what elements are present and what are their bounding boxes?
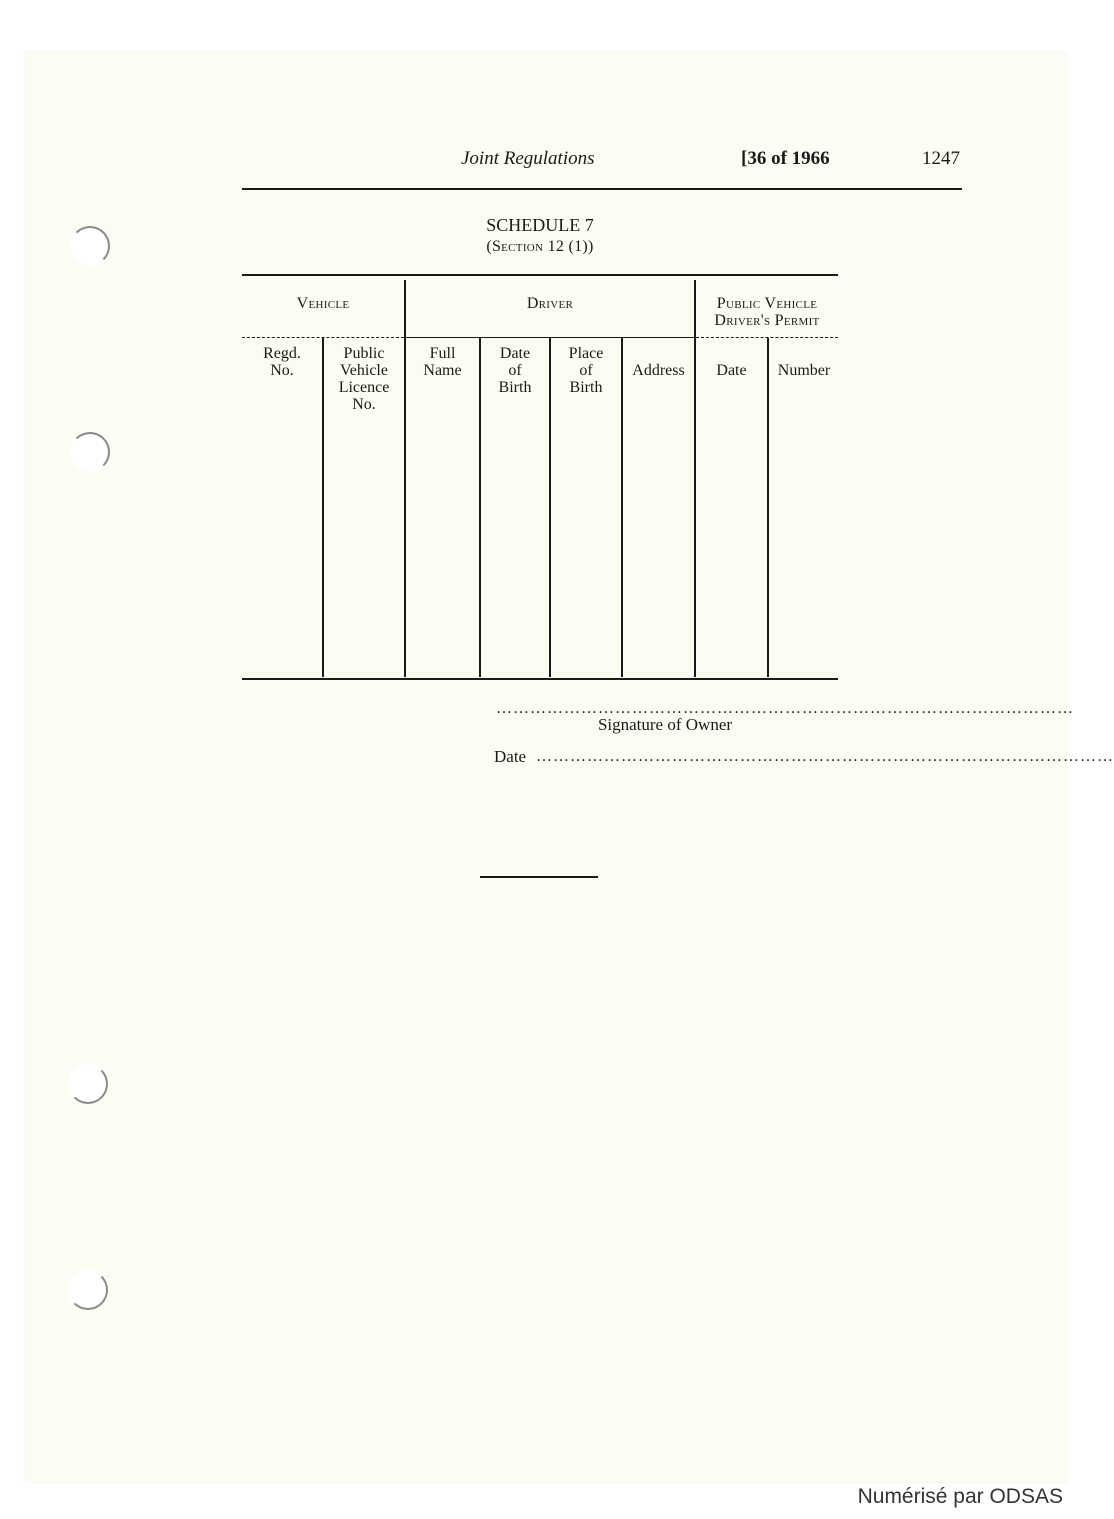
group-heading-permit: Driver's Permit: [714, 312, 820, 329]
date-label: Date: [494, 747, 527, 766]
column-permit-number: Number: [777, 362, 831, 379]
document-page: [26, 52, 1114, 1482]
column-regd-no: Regd. No.: [263, 345, 301, 379]
table-top-rule: [242, 274, 838, 276]
column-date-of-birth: Date of Birth: [498, 345, 532, 396]
group-heading-driver: Driver: [526, 295, 574, 312]
signature-label: Signature of Owner: [597, 715, 733, 734]
table-divider: [621, 338, 623, 677]
signature-line: …………………………………………………………………………………………: [496, 700, 1074, 717]
schedule-title: SCHEDULE 7: [486, 215, 594, 235]
subheader-rule: [696, 337, 838, 338]
column-licence-no: Public Vehicle Licence No.: [338, 345, 390, 413]
act-reference: [36 of 1966: [741, 148, 830, 169]
header-rule: [242, 188, 962, 190]
column-address: Address: [632, 362, 685, 379]
column-place-of-birth: Place of Birth: [568, 345, 604, 396]
column-permit-date: Date: [716, 362, 747, 379]
page-number: 1247: [922, 148, 960, 169]
table-divider: [404, 280, 406, 677]
digitization-credit: Numérisé par ODSAS: [857, 1485, 1063, 1508]
column-full-name: Full Name: [423, 345, 462, 379]
punch-hole: [70, 432, 110, 472]
schedule-subtitle: (Section 12 (1)): [486, 238, 594, 255]
table-divider: [694, 280, 696, 677]
table-divider: [767, 338, 769, 677]
punch-hole: [68, 1270, 108, 1310]
subheader-rule: [242, 337, 404, 338]
date-line: …………………………………………………………………………………………: [536, 748, 1114, 765]
end-rule: [480, 876, 598, 878]
table-bottom-rule: [242, 678, 838, 680]
subheader-rule: [406, 337, 694, 338]
running-title: Joint Regulations: [461, 148, 595, 169]
group-heading-permit: Public Vehicle: [716, 295, 818, 312]
group-heading-vehicle: Vehicle: [296, 295, 350, 312]
punch-hole: [70, 226, 110, 266]
punch-hole: [68, 1064, 108, 1104]
